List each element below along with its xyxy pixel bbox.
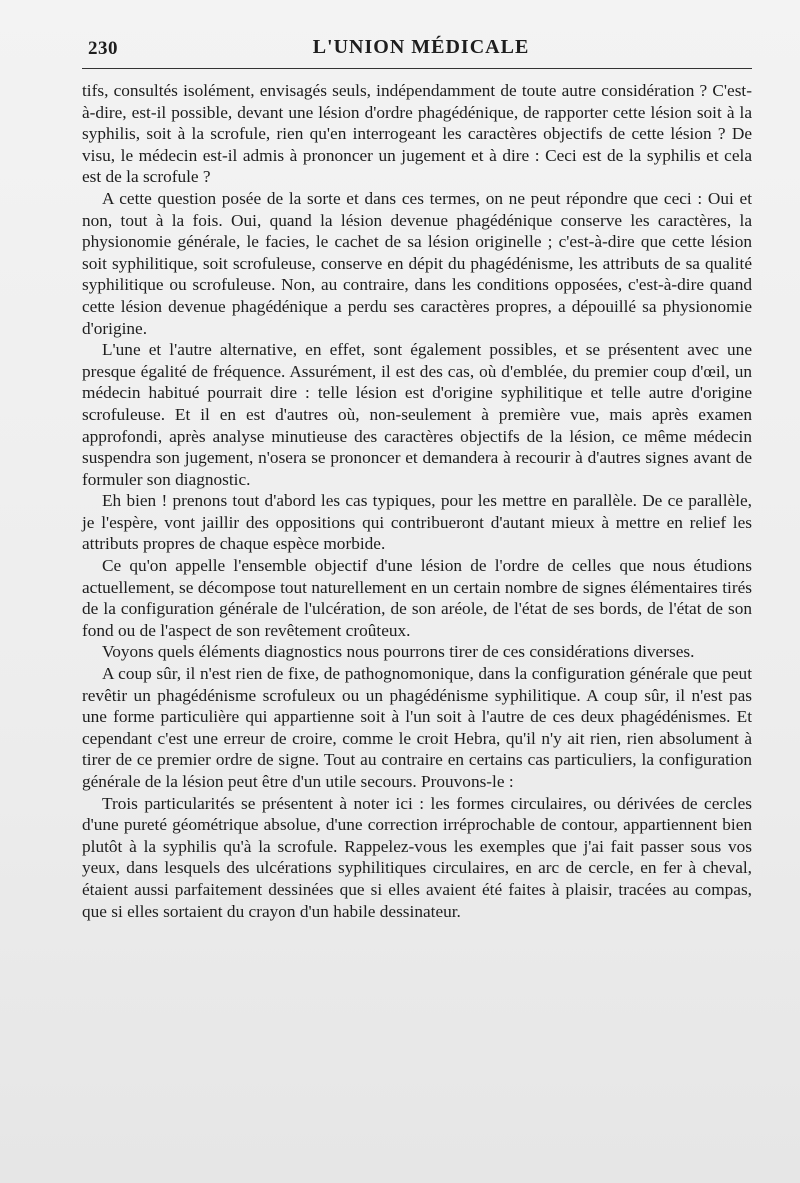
page-header — [82, 28, 760, 68]
paragraph: L'une et l'autre alternative, en effet, sont également possibles, et se présentent avec une presque égalité de fréquence. Assurément, il est des cas, où d'emblée, du premier coup d'œil, un médecin habitué pourrait dire : telle lésion est d'origine syphilitique et telle autre d'origine scrofuleuse. Et il en est d'autres où, non-seulement à première vue, mais après examen approfondi, après analyse minutieuse des caractères objectifs de la lésion, ce même médecin suspendra son jugement, n'osera se prononcer et demandera à recourir à d'autres signes avant de formuler son diagnostic. — [82, 340, 752, 489]
paragraph: tifs, consultés isolément, envisagés seuls, indépendamment de toute autre considération ? C'est-à-dire, est-il possible, devant une lésion d'ordre phagédénique, de rapporter cette lésion soit à la syphilis, soit à la scrofule, rien qu'en interrogeant les caractères objectifs de cette lésion ? De visu, le médecin est-il admis à prononcer un jugement et à dire : Ceci est de la syphilis et cela est de la scrofule ? — [82, 81, 752, 187]
paragraph: Voyons quels éléments diagnostics nous pourrons tirer de ces considérations diverses. — [102, 642, 695, 662]
paragraph: Ce qu'on appelle l'ensemble objectif d'une lésion de l'ordre de celles que nous étudions actuellement, se décompose tout naturellement en un certain nombre de signes élémentaires tirés de la configuration générale de l'ulcération, de son aréole, de l'état de ses bords, de l'état de son fond ou de l'aspect de son revêtement croûteux. — [82, 556, 752, 640]
page-number: 230 — [88, 38, 118, 59]
body-text — [82, 80, 752, 922]
paragraph: A coup sûr, il n'est rien de fixe, de pathognomonique, dans la configuration générale que peut revêtir un phagédénisme scrofuleux ou un phagédénisme syphilitique. A coup sûr, il n'est pas une forme particulière qui appartienne soit à l'un soit à l'autre de ces deux phagédénismes. Et cependant c'est une erreur de croire, comme le croit Hebra, qu'il n'y ait rien, rien absolument à tirer de ce premier ordre de signe. Tout au contraire en certains cas particuliers, la configuration générale de la lésion peut être d'un utile secours. Prouvons-le : — [82, 664, 752, 791]
header-rule — [82, 68, 752, 69]
running-title: L'UNION MÉDICALE — [312, 36, 530, 58]
paragraph: Trois particularités se présentent à noter ici : les formes circulaires, ou dérivées de cercles d'une pureté géométrique absolue, d'une correction irréprochable de contour, appartiennent bien plutôt à la syphilis qu'à la scrofule. Rappelez-vous les exemples que j'ai fait passer sous vos yeux, dans lesquels des ulcérations syphilitiques circulaires, en arc de cercle, en fer à cheval, étaient aussi parfaitement dessinées que si elles avaient été faites à plaisir, tracées au compas, que si elles sortaient du crayon d'un habile dessinateur. — [82, 793, 752, 921]
paragraph: Eh bien ! prenons tout d'abord les cas typiques, pour les mettre en parallèle. De ce parallèle, je l'espère, vont jaillir des oppositions qui contribueront d'autant mieux à mettre en relief les attributs propres de chaque espèce morbide. — [82, 491, 752, 554]
paragraph: A cette question posée de la sorte et dans ces termes, on ne peut répondre que ceci : Oui et non, tout à la fois. Oui, quand la lésion devenue phagédénique conserve les caractères, la physionomie générale, le facies, le cachet de sa lésion originelle ; c'est-à-dire que cette lésion soit syphilitique, soit scrofuleuse, conserve en dépit du phagédénisme, les attributs de sa qualité syphilitique ou scrofuleuse. Non, au contraire, dans les conditions opposées, c'est-à-dire quand cette lésion devenue phagédénique a perdu ses caractères propres, a dépouillé sa physionomie d'origine. — [82, 188, 752, 338]
